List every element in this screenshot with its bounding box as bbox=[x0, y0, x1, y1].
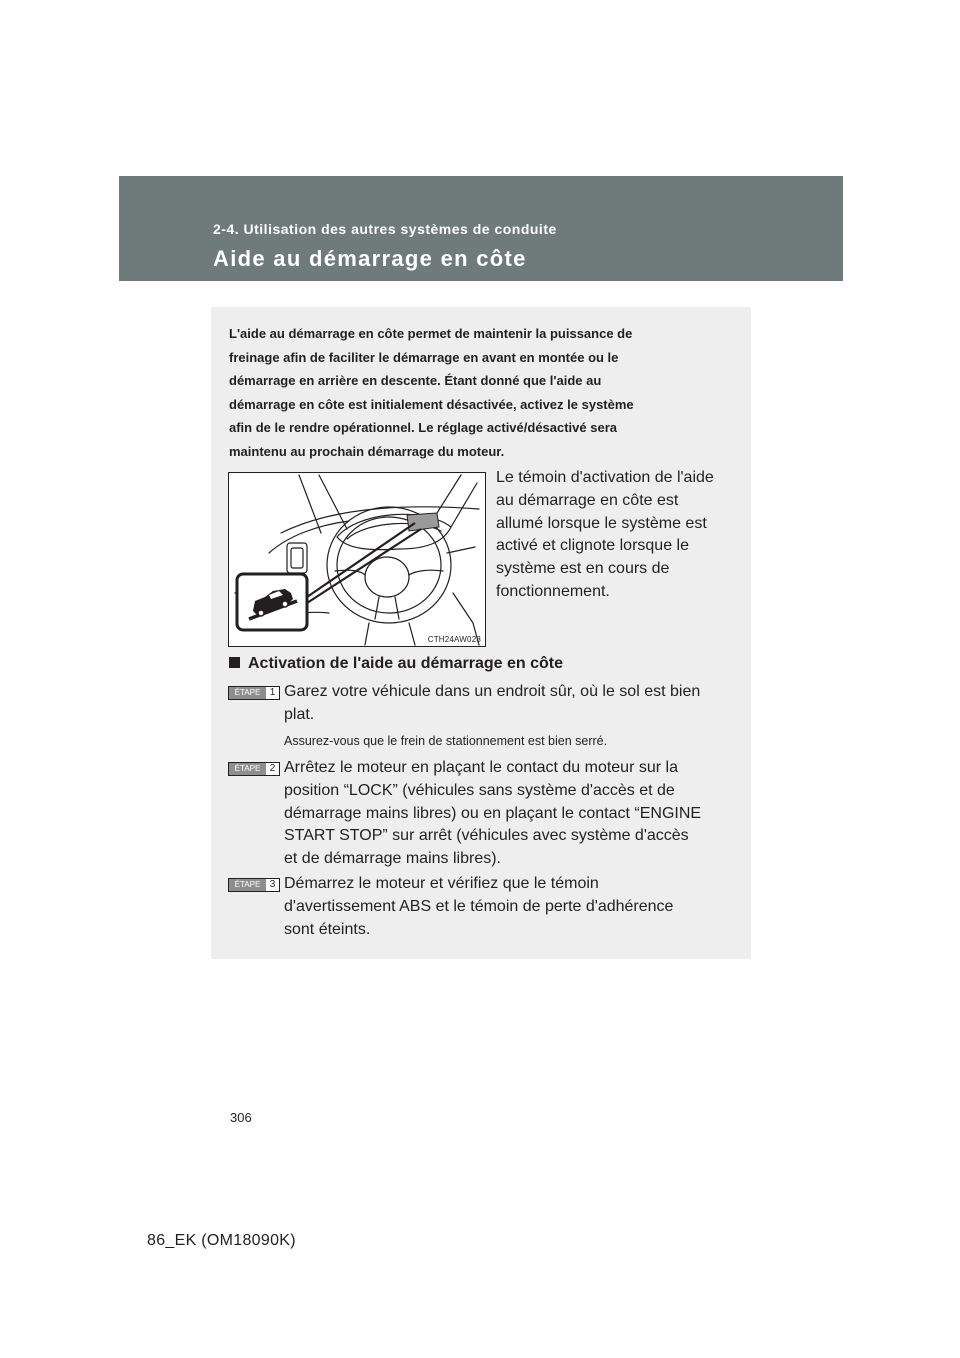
caption-line: au démarrage en côte est bbox=[496, 491, 679, 509]
step-badge-label: ÉTAPE bbox=[229, 879, 266, 891]
step-line: position “LOCK” (véhicules sans système d'accès et de bbox=[284, 781, 675, 799]
step-text bbox=[284, 873, 727, 941]
step-note: Assurez-vous que le frein de stationnement est bien serré. bbox=[284, 734, 608, 748]
step-line: sont éteints. bbox=[284, 920, 371, 938]
content-panel bbox=[211, 307, 751, 959]
figure-caption bbox=[496, 467, 728, 604]
step-line: Démarrez le moteur et vérifiez que le témoin bbox=[284, 875, 599, 892]
section-label: 2-4. Utilisation des autres systèmes de conduite bbox=[213, 221, 557, 237]
caption-line: Le témoin d'activation de l'aide bbox=[496, 469, 714, 486]
square-bullet-icon bbox=[229, 657, 240, 668]
figure-code: CTH24AW023 bbox=[427, 635, 481, 644]
step-badge bbox=[228, 762, 280, 776]
dashboard-drawing bbox=[229, 473, 485, 646]
intro-line: L'aide au démarrage en côte permet de maintenir la puissance de bbox=[229, 326, 633, 341]
step-line: Garez votre véhicule dans un endroit sûr, où le sol est bien bbox=[284, 683, 701, 700]
step-badge-label: ÉTAPE bbox=[229, 687, 266, 699]
caption-line: allumé lorsque le système est bbox=[496, 514, 707, 532]
section-header bbox=[119, 176, 843, 281]
step-line: d'avertissement ABS et le témoin de perte d'adhérence bbox=[284, 897, 674, 915]
step-text bbox=[284, 681, 727, 727]
caption-line: fonctionnement. bbox=[496, 582, 610, 600]
dashboard-illustration bbox=[228, 472, 486, 647]
step-badge-number: 1 bbox=[269, 687, 276, 698]
step-line: et de démarrage mains libres). bbox=[284, 850, 501, 868]
caption-line: activé et clignote lorsque le bbox=[496, 537, 689, 555]
intro-line: freinage afin de faciliter le démarrage en avant en montée ou le bbox=[229, 349, 619, 365]
footer-code: 86_EK (OM18090K) bbox=[147, 1232, 296, 1249]
intro-line: afin de le rendre opérationnel. Le réglage activé/désactivé sera bbox=[229, 420, 617, 436]
intro-line: démarrage en côte est initialement désactivée, activez le système bbox=[229, 396, 634, 412]
step-text bbox=[284, 757, 727, 871]
subheading bbox=[229, 655, 563, 673]
intro-paragraph bbox=[229, 322, 727, 464]
step-line: démarrage mains libres) ou en plaçant le contact “ENGINE bbox=[284, 804, 702, 822]
step-line: Arrêtez le moteur en plaçant le contact du moteur sur la bbox=[284, 759, 678, 776]
subheading-text: Activation de l'aide au démarrage en côte bbox=[248, 655, 564, 672]
step-badge bbox=[228, 878, 280, 892]
intro-line: démarrage en arrière en descente. Étant donné que l'aide au bbox=[229, 373, 602, 389]
caption-line: système est en cours de bbox=[496, 560, 670, 578]
step-badge-number: 2 bbox=[269, 763, 276, 774]
page-number: 306 bbox=[230, 1110, 252, 1125]
step-badge-label: ÉTAPE bbox=[229, 763, 266, 775]
intro-line: maintenu au prochain démarrage du moteur. bbox=[229, 443, 505, 459]
step-line: START STOP” sur arrêt (véhicules avec système d'accès bbox=[284, 827, 689, 845]
step-badge-number: 3 bbox=[269, 879, 276, 890]
step-badge bbox=[228, 686, 280, 700]
page-title: Aide au démarrage en côte bbox=[213, 246, 527, 271]
step-line: plat. bbox=[284, 705, 315, 723]
